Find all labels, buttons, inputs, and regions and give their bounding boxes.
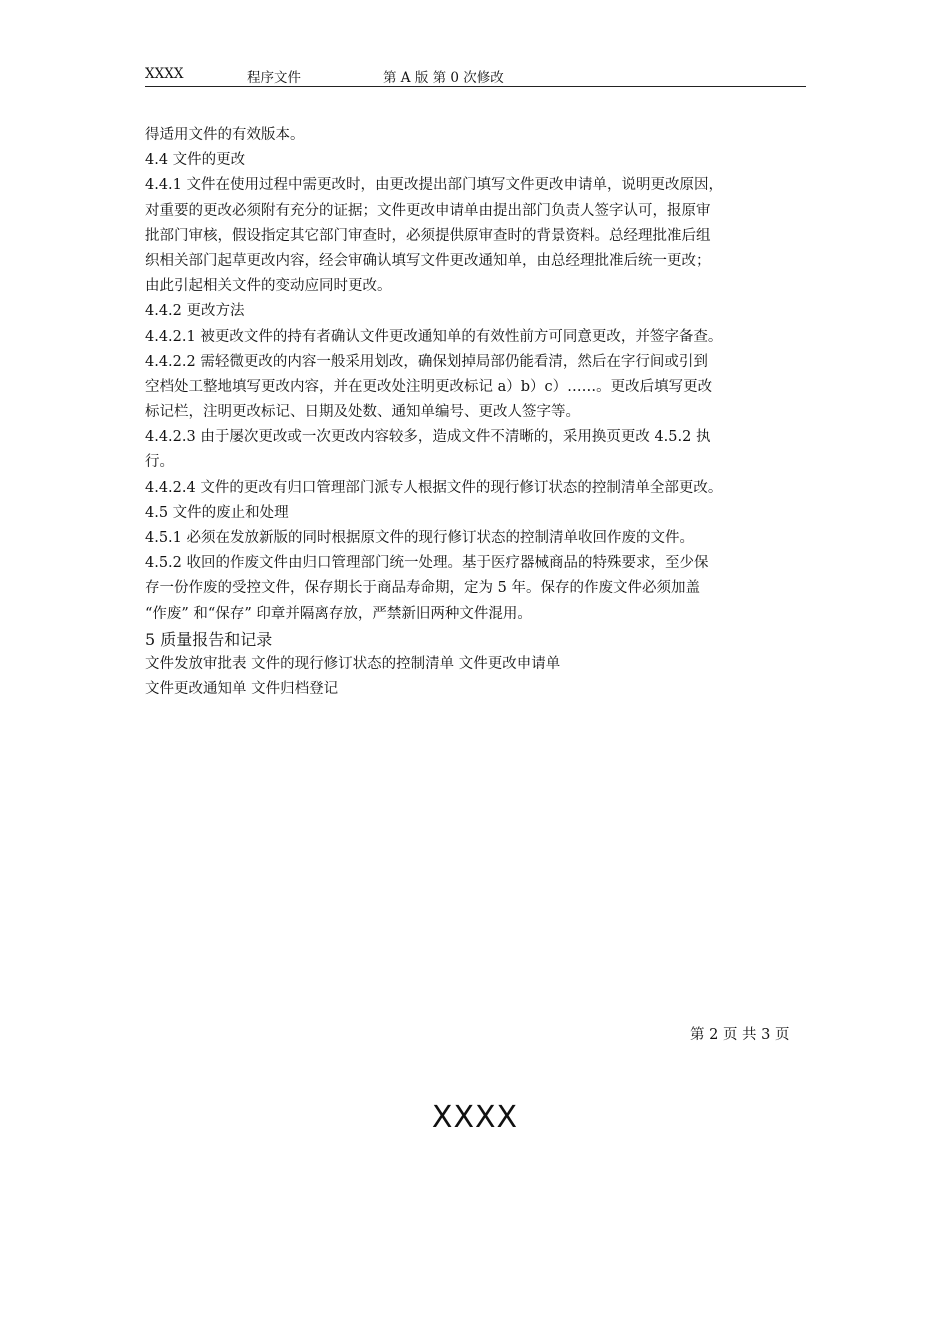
body-line: 对重要的更改必须附有充分的证据；文件更改申请单由提出部门负责人签字认可，报原审 [145,202,711,219]
body-line: “作废” 和“保存” 印章并隔离存放，严禁新旧两种文件混用。 [145,605,532,622]
body-line: 4.5.2 收回的作废文件由归口管理部门统一处理。基于医疗器械商品的特殊要求，至少保 [145,555,709,572]
header-company: XXXX [145,66,184,82]
section-heading-4-4: 4.4 文件的更改 [145,152,246,169]
section-heading-4-5: 4.5 文件的废止和处理 [145,504,289,521]
body-line: 织相关部门起草更改内容，经会审确认填写文件更改通知单，由总经理批准后统一更改； [145,252,711,269]
body-line: 标记栏，注明更改标记、日期及处数、通知单编号、更改人签字等。 [145,404,580,421]
body-line: 行。 [145,454,174,471]
body-line: 4.4.2.4 文件的更改有归口管理部门派专人根据文件的现行修订状态的控制清单全部更改。 [145,479,723,496]
header-doc-type: 程序文件 [247,70,301,86]
page-header [145,66,806,87]
header-version: 第 A 版 第 0 次修改 [383,70,504,86]
page-number: 第 2 页 共 3 页 [690,1027,790,1043]
body-line: 由此引起相关文件的变动应同时更改。 [145,278,392,295]
section-heading-4-4-2: 4.4.2 更改方法 [145,303,245,320]
body-line: 4.5.1 必须在发放新版的同时根据原文件的现行修订状态的控制清单收回作废的文件。 [145,530,695,546]
body-line: 批部门审核，假设指定其它部门审查时，必须提供原审查时的背景资料。总经理批准后组 [145,227,711,244]
body-line: 得适用文件的有效版本。 [145,127,305,143]
body-line: 空档处工整地填写更改内容，并在更改处注明更改标记 a）b）c）……。更改后填写更改 [145,378,713,395]
body-line: 4.4.1 文件在使用过程中需更改时，由更改提出部门填写文件更改申请单，说明更改原因， [145,177,723,194]
records-list-line: 文件更改通知单 文件归档登记 [145,681,339,698]
footer-company: XXXX [431,1100,519,1135]
section-heading-5: 5 质量报告和记录 [145,629,273,649]
records-list-line: 文件发放审批表 文件的现行修订状态的控制清单 文件更改申请单 [145,655,561,672]
body-line: 4.4.2.1 被更改文件的持有者确认文件更改通知单的有效性前方可同意更改，并签字备查。 [145,328,723,345]
body-line: 存一份作废的受控文件，保存期长于商品寿命期，定为 5 年。保存的作废文件必须加盖 [145,580,700,597]
body-line: 4.4.2.2 需轻微更改的内容一般采用划改，确保划掉局部仍能看清，然后在字行间或引到 [145,353,708,370]
body-line: 4.4.2.3 由于屡次更改或一次更改内容较多，造成文件不清晰的，采用换页更改 4.5.2 执 [145,429,711,446]
document-body [145,123,825,702]
